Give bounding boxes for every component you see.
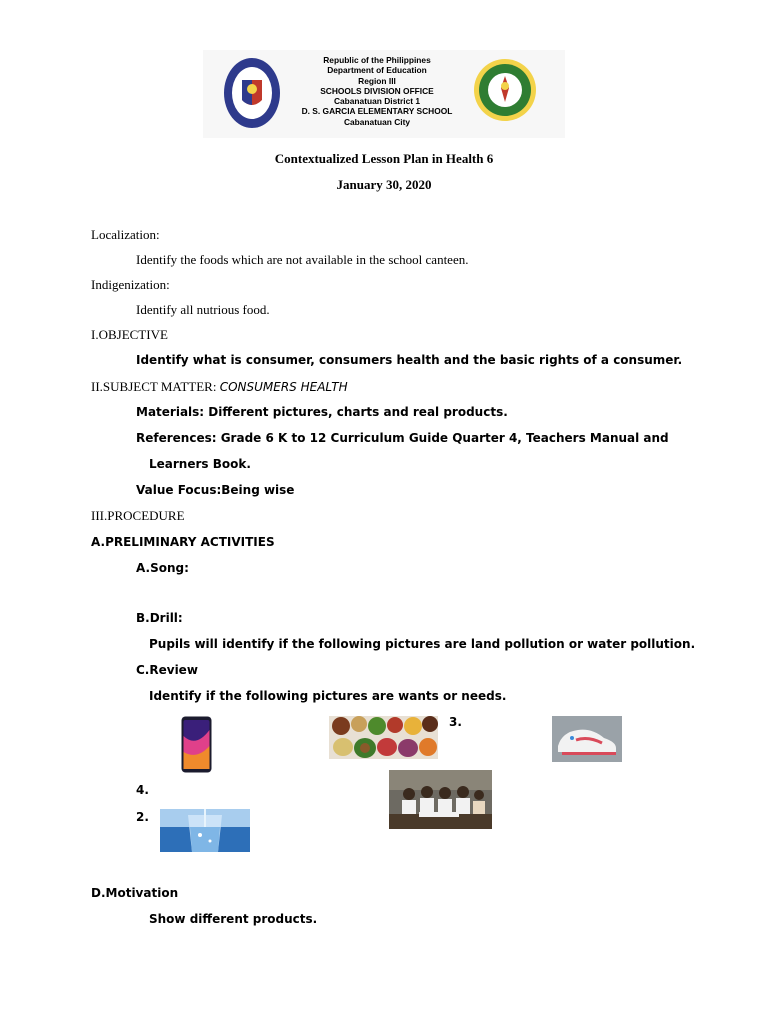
review-text: Identify if the following pictures are wants or needs. bbox=[149, 689, 507, 703]
sneaker-image bbox=[552, 716, 622, 762]
deped-seal-icon bbox=[223, 56, 281, 130]
materials-text: Materials: Different pictures, charts and real products. bbox=[136, 405, 508, 419]
item-number-2: 2. bbox=[136, 810, 149, 824]
review-label: C.Review bbox=[136, 663, 198, 677]
motivation-heading: D.Motivation bbox=[91, 886, 179, 900]
localization-text: Identify the foods which are not available in the school canteen. bbox=[136, 252, 469, 267]
objective-text: Identify what is consumer, consumers health and the basic rights of a consumer. bbox=[136, 353, 683, 367]
header-line: Republic of the Philippines bbox=[323, 55, 431, 65]
motivation-text: Show different products. bbox=[149, 912, 318, 926]
indigenization-text: Identify all nutrious food. bbox=[136, 302, 270, 317]
school-seal-icon bbox=[473, 58, 537, 122]
header-line: Cabanatuan City bbox=[343, 116, 411, 127]
drill-label: B.Drill: bbox=[136, 611, 183, 625]
subject-matter-line bbox=[91, 378, 348, 396]
references-text: References: Grade 6 K to 12 Curriculum Guide Quarter 4, Teachers Manual and bbox=[136, 431, 669, 445]
healthy-food-image bbox=[329, 716, 438, 759]
glass-of-water-image bbox=[160, 809, 250, 852]
subject-matter-heading: II.SUBJECT MATTER: bbox=[91, 379, 220, 394]
objective-heading: I.OBJECTIVE bbox=[91, 327, 168, 342]
indigenization-label: Indigenization: bbox=[91, 277, 170, 292]
item-number-4: 4. bbox=[136, 783, 149, 797]
localization-label: Localization: bbox=[91, 227, 160, 242]
smartphone-image bbox=[181, 716, 212, 773]
drill-text: Pupils will identify if the following pictures are land pollution or water pollution. bbox=[149, 637, 696, 651]
header-text bbox=[287, 55, 467, 127]
song-label: A.Song: bbox=[136, 561, 189, 575]
references-text-cont: Learners Book. bbox=[149, 457, 251, 471]
header-line: Region III bbox=[358, 75, 396, 86]
item-number-3: 3. bbox=[449, 715, 462, 729]
header-line: D. S. GARCIA ELEMENTARY SCHOOL bbox=[301, 106, 453, 117]
header-line: Cabanatuan District 1 bbox=[333, 96, 421, 107]
subject-matter-topic: CONSUMERS HEALTH bbox=[219, 380, 348, 394]
document-date: January 30, 2020 bbox=[336, 177, 432, 192]
preliminary-heading: A.PRELIMINARY ACTIVITIES bbox=[91, 535, 275, 549]
value-focus-text: Value Focus:Being wise bbox=[136, 483, 295, 497]
header-banner bbox=[203, 50, 565, 138]
header-line: SCHOOLS DIVISION OFFICE bbox=[320, 85, 434, 96]
children-reading-image bbox=[389, 770, 492, 829]
header-line: Department of Education bbox=[327, 65, 427, 76]
procedure-heading: III.PROCEDURE bbox=[91, 508, 185, 523]
document-title: Contextualized Lesson Plan in Health 6 bbox=[274, 151, 494, 166]
